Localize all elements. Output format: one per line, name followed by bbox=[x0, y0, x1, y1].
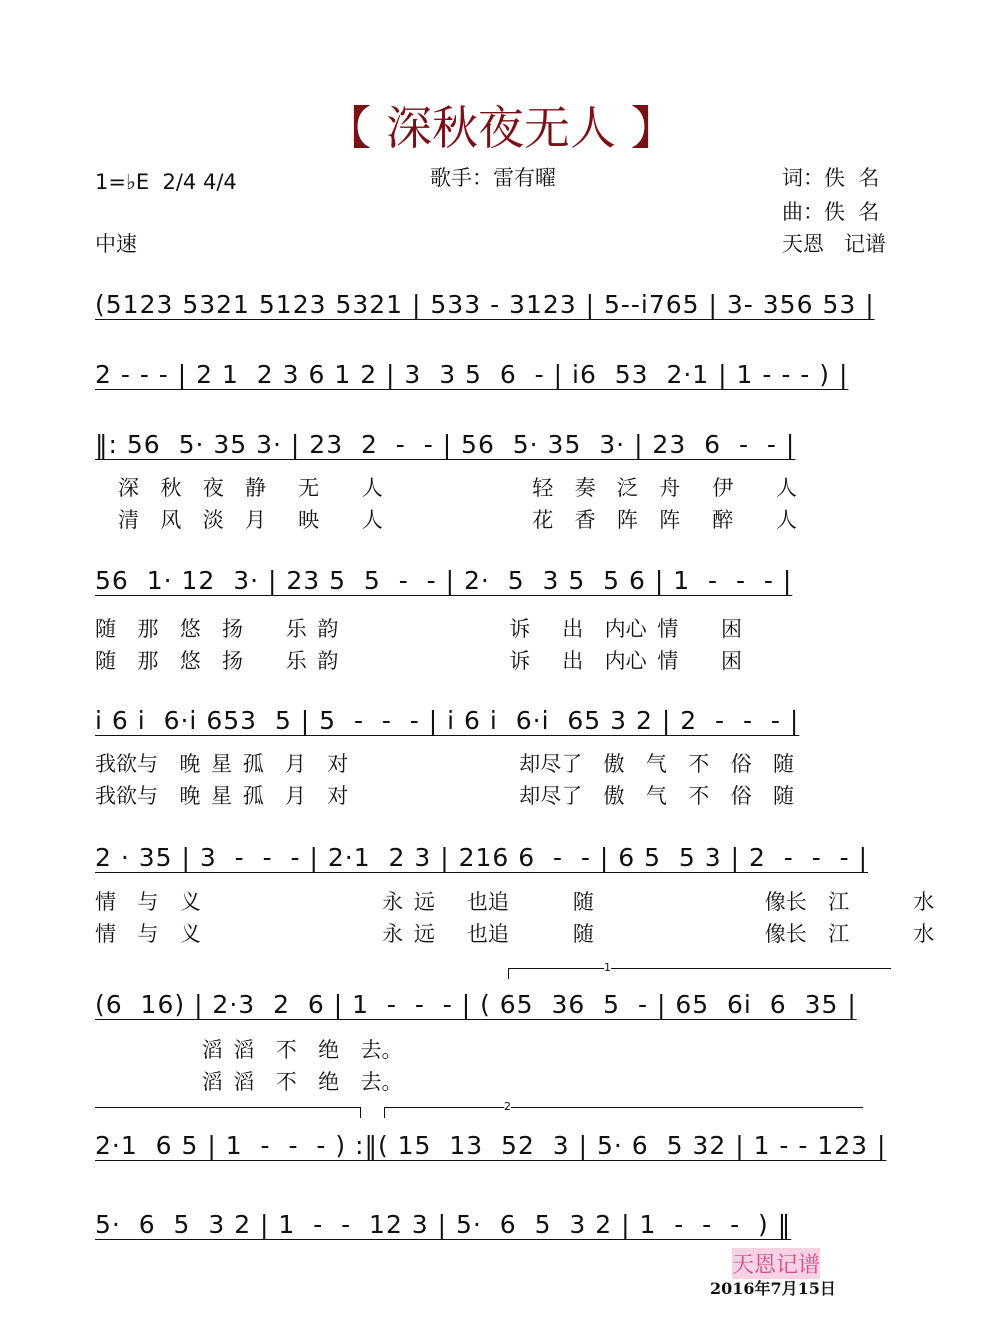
notation-line-3: ‖: 56 5· 35 3· | 23 2 - - | 56 5· 35 3· | 23 6 - - | bbox=[95, 430, 796, 459]
volta-bracket-2 bbox=[384, 1107, 863, 1118]
notation-line-2: 2 - - - | 2 1 2 3 6 1 2 | 3 3 5 6 - | i6 53 2·1 | 1 - - - ) | bbox=[95, 360, 849, 389]
notation-line-1: (5123 5321 5123 5321 | 533 - 3123 | 5--i765 | 3- 356 53 | bbox=[95, 290, 875, 319]
notation-line-5: i 6 i 6·i 653 5 | 5 - - - | i 6 i 6·i 65 3 2 | 2 - - - | bbox=[95, 706, 800, 735]
key-signature: 1=♭E 2/4 4/4 bbox=[95, 170, 237, 194]
composer: 曲：佚 名 bbox=[782, 200, 880, 224]
lyricist: 词：佚 名 bbox=[782, 166, 880, 190]
volta-number-1: 1 bbox=[604, 961, 611, 974]
volta-number-2: 2 bbox=[504, 1100, 511, 1113]
watermark-logo: 天恩记谱 bbox=[732, 1248, 820, 1279]
tempo: 中速 bbox=[95, 232, 137, 256]
lyrics-verse-2: 清 风 淡 月 映 人 花 香 阵 阵 醉 人 bbox=[118, 508, 798, 532]
transcriber: 天恩 记谱 bbox=[782, 232, 887, 256]
notation-line-9: 5· 6 5 3 2 | 1 - - 12 3 | 5· 6 5 3 2 | 1 - - - ) ‖ bbox=[95, 1210, 792, 1239]
lyrics-verse-1: 我欲与 晚 星 孤 月 对 却尽了 傲 气 不 俗 随 bbox=[95, 752, 794, 776]
volta-bracket-1 bbox=[508, 968, 891, 979]
lyrics-verse-1: 随 那 悠 扬 乐 韵 诉 出 内心 情 困 bbox=[95, 617, 742, 641]
lyrics-verse-1: 深 秋 夜 静 无 人 轻 奏 泛 舟 伊 人 bbox=[118, 476, 798, 500]
notation-line-7: (6 16) | 2·3 2 6 | 1 - - - | ( 65 36 5 - | 65 6i 6 35 | bbox=[95, 990, 857, 1019]
lyrics-verse-2: 情 与 义 永 远 也追 随 像长 江 水 bbox=[95, 922, 935, 946]
notation-line-8: 2·1 6 5 | 1 - - - ) :‖( 15 13 52 3 | 5· 6 5 32 | 1 - - 123 | bbox=[95, 1131, 887, 1160]
singer: 歌手：雷有曜 bbox=[430, 166, 556, 190]
lyrics-verse-2: 滔 滔 不 绝 去。 bbox=[95, 1070, 403, 1094]
lyrics-verse-2: 我欲与 晚 星 孤 月 对 却尽了 傲 气 不 俗 随 bbox=[95, 784, 794, 808]
date: 2016年7月15日 bbox=[710, 1279, 836, 1298]
lyrics-verse-1: 情 与 义 永 远 也追 随 像长 江 水 bbox=[95, 890, 935, 914]
notation-line-4: 56 1· 12 3· | 23 5 5 - - | 2· 5 3 5 5 6 | 1 - - - | bbox=[95, 566, 793, 595]
song-title: 【 深秋夜无人 】 bbox=[325, 101, 677, 155]
notation-line-6: 2 · 35 | 3 - - - | 2·1 2 3 | 216 6 - - | 6 5 5 3 | 2 - - - | bbox=[95, 843, 869, 872]
volta-bracket-1-end bbox=[95, 1107, 361, 1118]
lyrics-verse-1: 滔 滔 不 绝 去。 bbox=[95, 1038, 403, 1062]
lyrics-verse-2: 随 那 悠 扬 乐 韵 诉 出 内心 情 困 bbox=[95, 649, 742, 673]
